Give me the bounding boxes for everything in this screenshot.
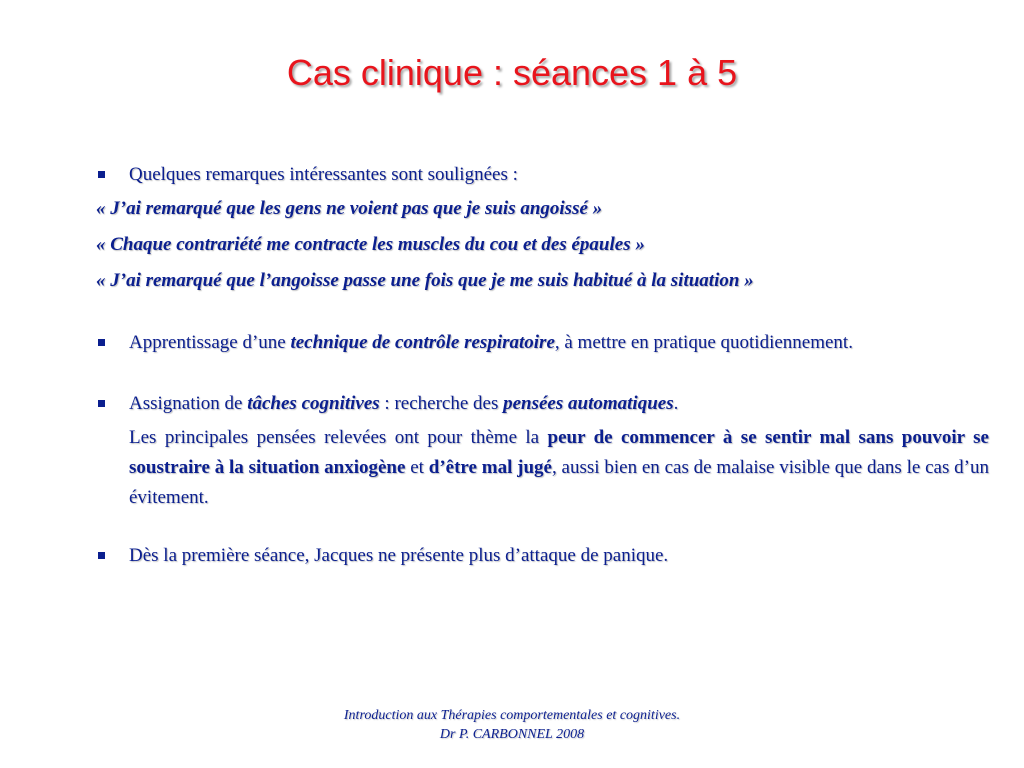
slide-body [96,160,989,571]
footer-author: Dr P. CARBONNEL 2008 [439,727,585,742]
bullet-remarks-text: Quelques remarques intéressantes sont soulignées : [129,164,518,185]
spacer [96,513,989,541]
cognitive-paragraph [96,423,989,513]
bullet-breathing-after: , à mettre en pratique quotidiennement. [554,332,853,353]
bullet-breathing [96,328,989,358]
footer-course: Introduction aux Thérapies comportementales et cognitives. [343,708,681,723]
bullet-cognitive-emphasis-2: pensées automatiques [503,393,674,414]
bullet-cognitive-end: . [673,393,679,414]
spacer [96,358,989,389]
quote-2: « Chaque contrariété me contracte les muscles du cou et des épaules » [96,234,645,255]
bullet-cognitive [96,389,989,419]
square-bullet-icon [98,339,105,346]
bullet-breathing-before: Apprentissage d’une [129,332,291,353]
spacer [96,296,989,328]
cognitive-paragraph-bold-2: d’être mal jugé [428,457,552,478]
square-bullet-icon [98,552,105,559]
bullet-cognitive-emphasis-1: tâches cognitives [247,393,380,414]
bullet-cognitive-middle: : recherche des [379,393,504,414]
bullet-outcome-text: Dès la première séance, Jacques ne présente plus d’attaque de panique. [129,545,669,566]
bullet-breathing-emphasis: technique de contrôle respiratoire [290,332,555,353]
bullet-outcome [96,541,989,571]
cognitive-paragraph-middle: et [405,457,429,478]
quote-1: « J’ai remarqué que les gens ne voient pas que je suis angoissé » [96,198,603,219]
quote-3: « J’ai remarqué que l’angoisse passe une fois que je me suis habitué à la situation » [96,270,754,291]
square-bullet-icon [98,400,105,407]
bullet-remarks [96,160,989,190]
slide-footer [62,706,962,744]
cognitive-paragraph-bold-1: peur de commencer à se sentir mal sans pouvoir se soustraire à la situation anxiogène [129,427,989,478]
cognitive-paragraph-after: , aussi bien en cas de malaise visible que dans le cas d’un évitement. [129,457,989,508]
slide-title: Cas clinique : séances 1 à 5 [286,52,738,93]
bullet-cognitive-before: Assignation de [129,393,248,414]
cognitive-paragraph-before: Les principales pensées relevées ont pour thème la [129,427,548,448]
square-bullet-icon [98,171,105,178]
